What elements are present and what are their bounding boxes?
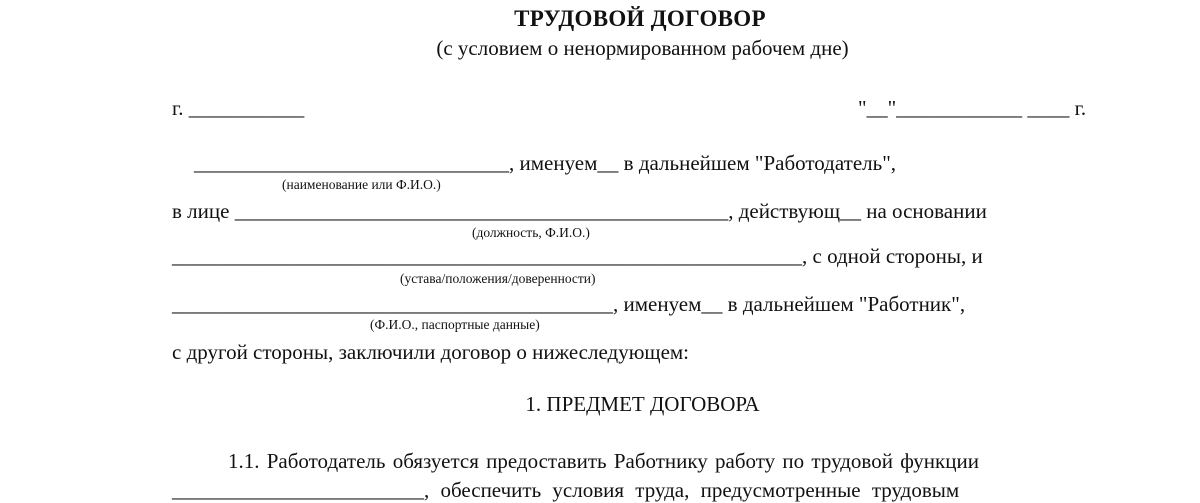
section-title: 1. ПРЕДМЕТ ДОГОВОРА bbox=[525, 392, 760, 416]
document-subtitle: (с условием о ненормированном рабочем дне) bbox=[436, 36, 849, 60]
employer-caption: (наименование или Ф.И.О.) bbox=[282, 177, 441, 192]
date-line: "__"____________ ____ г. bbox=[858, 96, 1087, 120]
basis-caption: (устава/положения/доверенности) bbox=[400, 271, 596, 286]
employer-line: ______________________________, именуем__ в дальнейшем "Работодатель", bbox=[194, 151, 897, 175]
clause-1-1-line-1: 1.1. Работодатель обязуется предоставить Работнику работу по трудовой функции bbox=[228, 449, 979, 473]
basis-line: ____________________________________________________________, с одной стороны, и bbox=[172, 244, 983, 268]
employee-caption: (Ф.И.О., паспортные данные) bbox=[370, 317, 540, 332]
clause-1-1-line-2: ________________________, обеспечить условия труда, предусмотренные трудовым bbox=[172, 478, 960, 502]
agreement-line: с другой стороны, заключили договор о нижеследующем: bbox=[172, 340, 690, 364]
represented-line: в лице _______________________________________________, действующ__ на основании bbox=[172, 199, 987, 223]
represented-caption: (должность, Ф.И.О.) bbox=[472, 225, 590, 240]
document-title: ТРУДОВОЙ ДОГОВОР bbox=[514, 6, 766, 31]
place-line: г. ___________ bbox=[172, 96, 305, 120]
employee-line: __________________________________________, именуем__ в дальнейшем "Работник", bbox=[172, 292, 966, 316]
